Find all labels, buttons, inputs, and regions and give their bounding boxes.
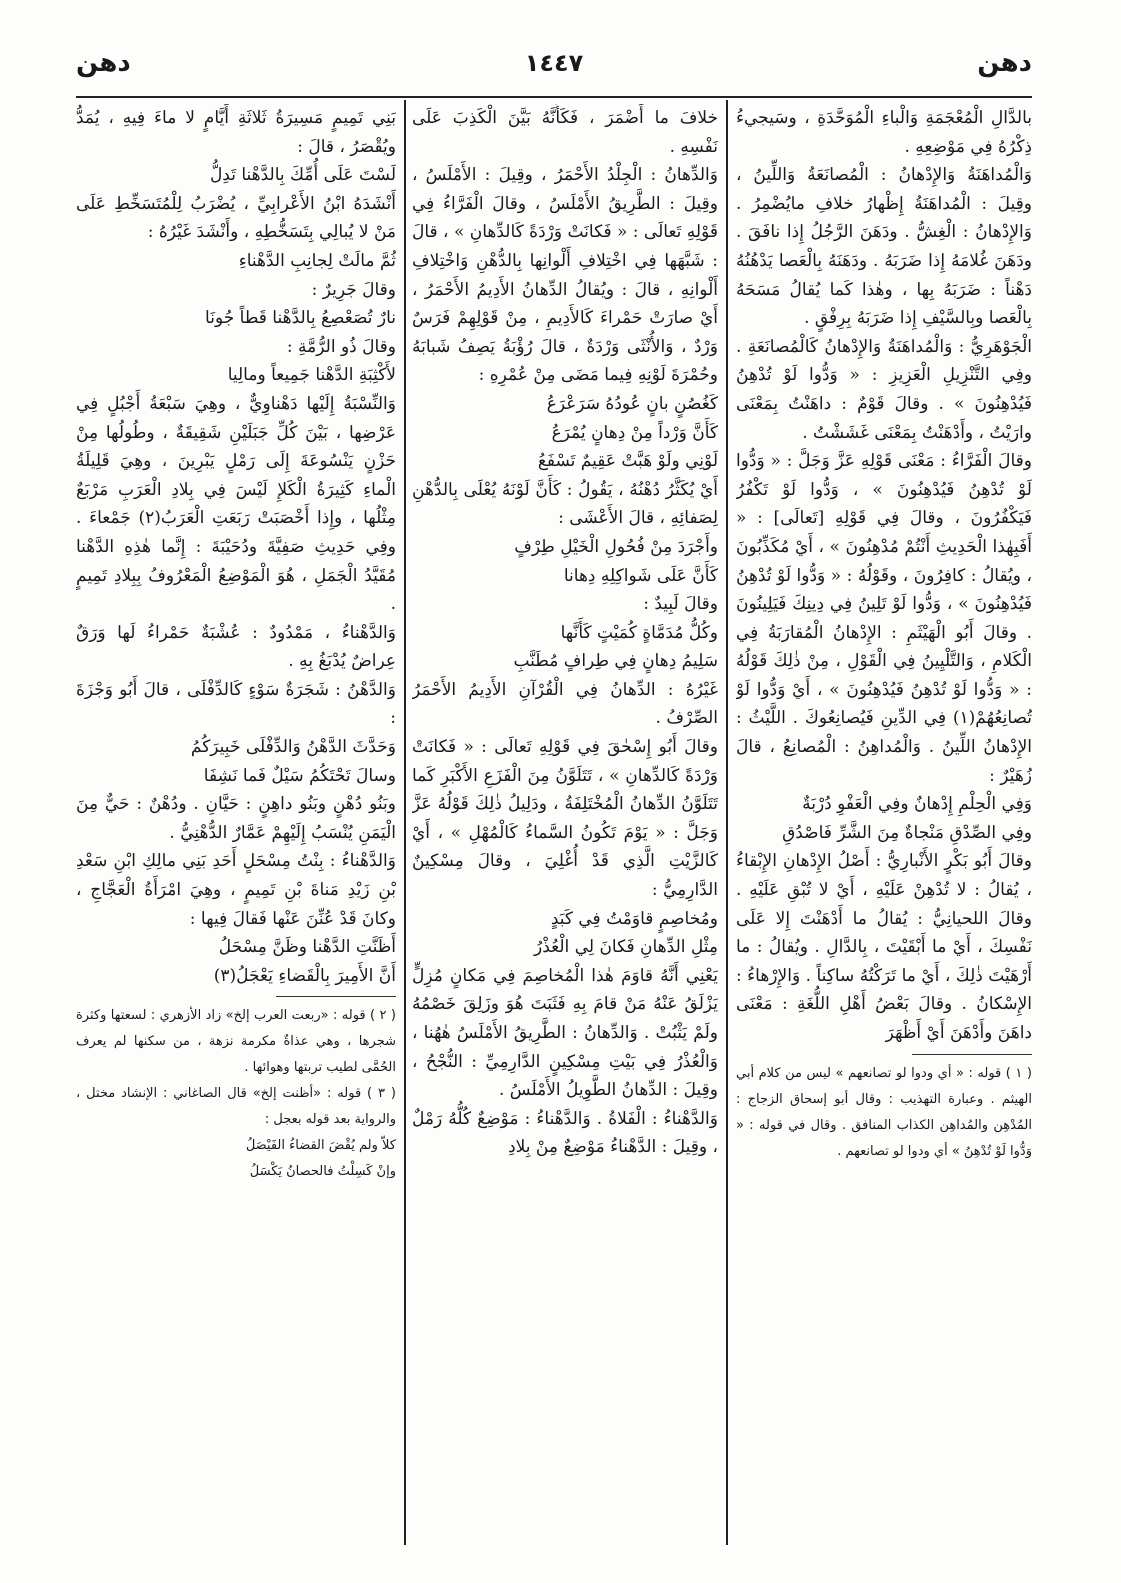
- footnote-divider: [912, 1054, 1032, 1055]
- verse-line: كَغُصُنٍ بانٍ عُودُهُ سَرَعْرَعُ: [546, 393, 718, 414]
- entry-paragraph: خلافَ ما أَضْمَرَ ، فَكَأَنَّهُ بَيَّنَ الْكَذِبَ عَلَى نَفْسِهِ .: [412, 108, 718, 157]
- verse-line: مِثْلِ الدِّهانِ فَكانَ لِي الْعُذْرُ: [534, 937, 718, 958]
- entry-paragraph: وقالَ ذُو الرُّمَّةِ :: [286, 336, 396, 357]
- verse-line: وسالَ تَحْتَكُمُ سَيْلٌ فَما نَشِفَا: [203, 765, 396, 786]
- footnote-verse: كلاّ ولم يُقْضَ القضاءُ الفَيْصَلُ: [245, 1138, 396, 1154]
- footnote-block: [76, 1003, 396, 1185]
- entry-paragraph: أَيْ يُكَثَّرُ دُهْنُهُ ، يَقُولُ : كَأَنَّ لَوْنَهُ يُعْلَى بِالدُّهْنِ لِصَفائِهِ ، قالَ الأَعْشَى :: [412, 479, 718, 529]
- entry-paragraph: وَالدَّهْناءُ : بِنْتُ مِسْحَلٍ أَحَدِ بَنِي مالِكِ ابْنِ سَعْدِ بْنِ زَيْدِ مَناةَ بْنِ تَمِيمٍ ، وهِيَ امْرَأَةُ الْعَجَّاجِ ، وكانَ قَدْ عُنِّنَ عَنْها فَقالَ فِيها :: [76, 851, 396, 929]
- entry-paragraph: بالدَّالِ الْمُعْجَمَةِ وَالْباءِ الْمُوَحَّدَةِ ، وسَيجيءُ ذِكْرُهُ فِي مَوْضِعِهِ .: [736, 108, 1032, 157]
- verse-line: نارٌ تُصَعْصِعُ بِالدَّهْنا قَطاً جُونَا: [205, 308, 396, 329]
- verse-line: كَأَنَّ وَرْداً مِنْ دِهانٍ يُمْرَعُ: [551, 422, 718, 443]
- footnote: ( ٣ ) قوله : «أظنت إلخ» قال الصاغاني : الإنشاد مختل ، والرواية بعد قوله بعجل :: [76, 1086, 396, 1128]
- verse-line: سَلِيمُ دِهانٍ فِي طِرافٍ مُطَنَّبِ: [513, 651, 718, 672]
- verse-line: وكُلُّ مُدَمَّاةٍ كُمَيْتٍ كَأَنَّها: [560, 622, 718, 643]
- column-divider: [404, 100, 406, 1545]
- entry-paragraph: وقالَ الْفَرَّاءُ : مَعْنَى قَوْلِهِ عَزَّ وَجَلَّ : « وَدُّوا لَوْ تُدْهِنُ فَيُدْهِنُونَ » ، وَدُّوا لَوْ تَكْفُرُ فَيَكْفُرُونَ ، وقالَ فِي قَوْلِهِ [تَعالَى] : « أَفَبِهٰذا الْحَدِيثِ أَنْتُمْ مُدْهِنُونَ » ، أَيْ مُكَذِّبُونَ ، ويُقالُ : كافِرُونَ ، وقَوْلُهُ : « وَدُّوا لَوْ تُدْهِنُ فَيُدْهِنُونَ » ، وَدُّوا لَوْ تَلِينُ فِي دِينِكَ فَيَلِينُونَ . وقالَ أَبُو الْهَيْثَمِ : الإِدْهانُ الْمُقارَبَةُ فِي الْكَلامِ ، وَالتَّلْيِينُ فِي الْقَوْلِ ، مِنْ ذٰلِكَ قَوْلُهُ : « وَدُّوا لَوْ تُدْهِنُ فَيُدْهِنُونَ » ، أَيْ وَدُّوا لَوْ تُصانِعُهُمْ(١) فِي الدِّينِ فَيُصانِعُوكَ . اللَّيْثُ : الإِدْهانُ اللِّينُ . وَالْمُداهِنُ : الْمُصانِعُ ، قالَ زُهَيْرٌ :: [736, 451, 1032, 786]
- entry-paragraph: وَالدَّهْناءُ : الْفَلاةُ . وَالدَّهْناءُ : مَوْضِعٌ كُلُّهُ رَمْلٌ ، وقِيلَ : الدَّهْناءُ مَوْضِعٌ مِنْ بِلادِ: [412, 1108, 718, 1158]
- verse-line: وَفِي الْحِلْمِ إِدْهانٌ وفِي الْعَفْوِ دُرْبَةٌ: [802, 794, 1032, 815]
- entry-paragraph: وقالَ أَبُو إِسْحٰقَ فِي قَوْلِهِ تَعالَى : « فَكانَتْ وَرْدَةً كَالدِّهانِ » ، تَتَلَوَّنُ مِنَ الْفَزَعِ الأَكْبَرِ كَما تَتَلَوَّنُ الدِّهانُ الْمُخْتَلِفَةُ ، ودَلِيلُ ذٰلِكَ قَوْلُهُ عَزَّ وَجَلَّ : « يَوْمَ تَكُونُ السَّماءُ كَالْمُهْلِ » ، أَيْ كَالزَّيْتِ الَّذِي قَدْ أُغْلِيَ ، وقالَ مِسْكِينٌ الدَّارِمِيُّ :: [412, 737, 718, 901]
- footnote: ( ١ ) قوله : « أي ودوا لو تصانعهم » ليس من كلام أبي الهيثم . وعبارة التهذيب : وقال أبو إسحاق الزجاج : المُدْهِن والمُداهِن الكذاب المنافق . وقال في قوله : « وَدُّوا لَوْ تُدْهِنُ » أي ودوا لو تصانعهم .: [736, 1065, 1032, 1159]
- verse-line: لَسْتَ عَلَى أُمِّكَ بِالدَّهْنا تَدِلُّ: [209, 165, 396, 186]
- verse-line: كَأَنَّ عَلَى شَواكِلِهِ دِهانا: [563, 565, 718, 586]
- page-number: ١٤٤٧: [524, 49, 584, 77]
- verse-line: وفِي الصِّدْقِ مَنْجاةٌ مِنَ الشَّرِّ فَاصْدُقِ: [782, 822, 1032, 843]
- verse-line: أَظَنَّتِ الدَّهْنا وظَنَّ مِسْحَلُ: [218, 937, 396, 958]
- entry-paragraph: بَنِي تَمِيمٍ مَسِيرَةُ ثَلاثَةِ أَيَّامٍ لا ماءَ فِيهِ ، يُمَدُّ ويُقْصَرُ ، قالَ :: [76, 108, 396, 157]
- entry-paragraph: وَالْمُداهَنَةُ وَالإِدْهانُ : الْمُصانَعَةُ وَاللِّينُ ، وقِيلَ : الْمُداهَنَةُ إِظْهارُ خلافِ مايُضْمِرُ . وَالإِدْهانُ : الْغِشُّ . ودَهَنَ الرَّجُلُ إِذا نافَقَ . ودَهَنَ غُلامَهُ إِذا ضَرَبَهُ . ودَهَنَهُ بِالْعَصا يَدْهُنُهُ دَهْناً : ضَرَبَهُ بِها ، وهٰذا كَما يُقالُ مَسَحَهُ بِالْعَصا وبِالسَّيْفِ إِذا ضَرَبَهُ بِرِفْقٍ .: [736, 165, 1032, 329]
- entry-paragraph: وَالنِّسْبَةُ إِلَيْها دَهْناوِيٌّ ، وهِيَ سَبْعَةُ أَجْبُلٍ فِي عَرْضِها ، بَيْنَ كُلِّ جَبَلَيْنِ شَقِيقَةٌ ، وطُولُها مِنْ حَزْنٍ يَنْسُوعَةَ إِلَى رَمْلٍ يَبْرِينَ ، وهِيَ قَلِيلَةُ الْماءِ كَثِيرَةُ الْكَلإِ لَيْسَ فِي بِلادِ الْعَرَبِ مَرْبَعٌ مِثْلُها ، وإِذا أَخْصَبَتْ رَبَعَتِ الْعَرَبُ(٢) جَمْعاءَ . وفِي حَدِيثِ صَفِيَّةَ ودُحَيْبَةَ : إِنَّما هٰذِهِ الدَّهْنا مُقَيَّدُ الْجَمَلِ ، هُوَ الْمَوْضِعُ الْمَعْرُوفُ بِبِلادِ تَمِيمٍ .: [76, 393, 396, 615]
- verse-line: وَحَدَّثَ الدَّهْنُ وَالدِّفْلَى خَبِيرَكُمُ: [190, 737, 396, 758]
- verse-line: أَنَّ الأَمِيرَ بِالْقَضاءِ يَعْجَلُ(٣): [213, 965, 396, 986]
- column-middle: [412, 104, 718, 1545]
- entry-paragraph: غَيْرُهُ : الدِّهانُ فِي الْقُرْآنِ الأَدِيمُ الأَحْمَرُ الصِّرْفُ .: [412, 679, 718, 729]
- verse-line: ومُخاصِمٍ قاوَمْتُ فِي كَبَدٍ: [550, 908, 718, 929]
- header-root-word-left: دهن: [76, 48, 131, 78]
- column-right: [736, 104, 1032, 1545]
- column-left: [76, 104, 396, 1545]
- verse-line: ثُمَّ مالَتْ لِجانِبِ الدَّهْناءِ: [238, 250, 396, 271]
- entry-paragraph: أَنْشَدَهُ ابْنُ الأَعْرابِيِّ ، يُضْرَبُ لِلْمُتَسَخِّطِ عَلَى مَنْ لا يُبالِي بِتَسَخُّطِهِ ، وأَنْشَدَ غَيْرُهُ :: [76, 193, 396, 243]
- footnote-divider: [276, 996, 396, 997]
- entry-paragraph: وقالَ لَبِيدٌ :: [643, 594, 718, 615]
- entry-paragraph: يَعْنِي أَنَّهُ قاوَمَ هٰذا الْمُخاصِمَ فِي مَكانٍ مُزِلٍّ يَزْلَقُ عَنْهُ مَنْ قامَ بِهِ فَثَبَتَ هُوَ وزَلِقَ خَصْمُهُ ولَمْ يَثْبُتْ . وَالدِّهانُ : الطَّرِيقُ الأَمْلَسُ هٰهُنا ، وَالْعُذْرُ فِي بَيْتِ مِسْكِينٍ الدَّارِمِيِّ : النُّجْحُ ، وقِيلَ : الدِّهانُ الطَّوِيلُ الأَمْلَسُ .: [412, 965, 718, 1101]
- footnote-verse: وإنْ كَسِلْتُ فالحصانُ يَكْسَلُ: [249, 1164, 396, 1180]
- entry-paragraph: الْجَوْهَرِيُّ : وَالْمُداهَنَةُ وَالإِدْهانُ كَالْمُصانَعَةِ . وفِي التَّنْزِيلِ الْعَزِيزِ : « وَدُّوا لَوْ تُدْهِنُ فَيُدْهِنُونَ » . وقالَ قَوْمٌ : داهَنْتُ بِمَعْنَى وارَيْتُ ، وأَدْهَنْتُ بِمَعْنَى غَشَشْتُ .: [736, 336, 1032, 443]
- entry-paragraph: وَالدَّهْنُ : شَجَرَةٌ سَوْءٍ كَالدِّفْلَى ، قالَ أَبُو وَجْزَةَ :: [76, 679, 396, 729]
- entry-paragraph: وَالدَّهْناءُ ، مَمْدُودٌ : عُشْبَةٌ حَمْراءُ لَها وَرَقٌ عِراضٌ يُدْبَغُ بِهِ .: [76, 622, 396, 672]
- entry-paragraph: وقالَ جَرِيرٌ :: [311, 279, 396, 300]
- footnote-block: [736, 1061, 1032, 1165]
- page-header: [76, 44, 1032, 94]
- header-root-word-right: دهن: [977, 48, 1032, 78]
- entry-paragraph: وقالَ أَبُو بَكْرٍ الأَنْبارِيُّ : أَصْلُ الإِدْهانِ الإِبْقاءُ ، يُقالُ : لا تُدْهِنْ عَلَيْهِ ، أَيْ لا تُبْقِ عَلَيْهِ . وقالَ اللحيانِيُّ : يُقالُ ما أَدْهَنْتَ إِلا عَلَى نَفْسِكَ ، أَيْ ما أَبْقَيْتَ ، بِالدَّالِ . ويُقالُ : ما أَرْهَيْتَ ذٰلِكَ ، أَيْ ما تَرَكْتُهُ ساكِناً . وَالإِرْهاءُ : الإِسْكانُ . وقالَ بَعْضُ أَهْلِ اللُّغَةِ : مَعْنَى داهَنَ وأَدْهَنَ أَيْ أَظْهَرَ: [736, 851, 1032, 1043]
- verse-line: وأَجْرَدَ مِنْ فُحُولِ الْخَيْلِ طِرْفٍ: [514, 536, 718, 557]
- column-divider: [726, 100, 728, 1545]
- verse-line: لأَكْثِبَةِ الدَّهْنا جَمِيعاً ومالِيا: [227, 365, 396, 386]
- footnote: ( ٢ ) قوله : «ربعت العرب إلخ» زاد الأزهري : لسعتها وكثرة شجرها ، وهي عذاةٌ مكرمة نزهة ، من سكنها لم يعرف الحُمَّى لطيب تربتها وهوائها .: [76, 1008, 396, 1076]
- entry-paragraph: وبَنُو دُهْنٍ وبَنُو داهِنٍ : حَيَّانِ . ودُهْنٌ : حَيٌّ مِنَ الْيَمَنِ يُنْسَبُ إِلَيْهِمْ عَمَّارٌ الدُّهْنِيُّ .: [76, 794, 396, 843]
- entry-paragraph: وَالدِّهانُ : الْجِلْدُ الأَحْمَرُ ، وقِيلَ : الأَمْلَسُ ، وقِيلَ : الطَّرِيقُ الأَمْلَسُ ، وقالَ الْفَرَّاءُ فِي قَوْلِهِ تَعالَى : « فَكانَتْ وَرْدَةً كَالدِّهانِ » ، قالَ : شَبَّهَها فِي اخْتِلافِ أَلْوانِها بِالدُّهْنِ وَاخْتِلافِ أَلْوانِهِ ، قالَ : ويُقالُ الدِّهانُ الأَدِيمُ الأَحْمَرُ ، أَيْ صارَتْ حَمْراءَ كَالأَدِيمِ ، مِنْ قَوْلِهِمْ فَرَسٌ وَرْدٌ ، وَالأُنْثَى وَرْدَةٌ ، قالَ رُؤْبَةُ يَصِفُ شَبابَهُ وحُمْرَةَ لَوْنِهِ فِيما مَضَى مِنْ عُمْرِهِ :: [412, 165, 718, 386]
- verse-line: لَوْنِي ولَوْ هَبَّتْ عَقِيمٌ تَسْفَعُ: [537, 451, 718, 472]
- header-divider: [76, 96, 1032, 98]
